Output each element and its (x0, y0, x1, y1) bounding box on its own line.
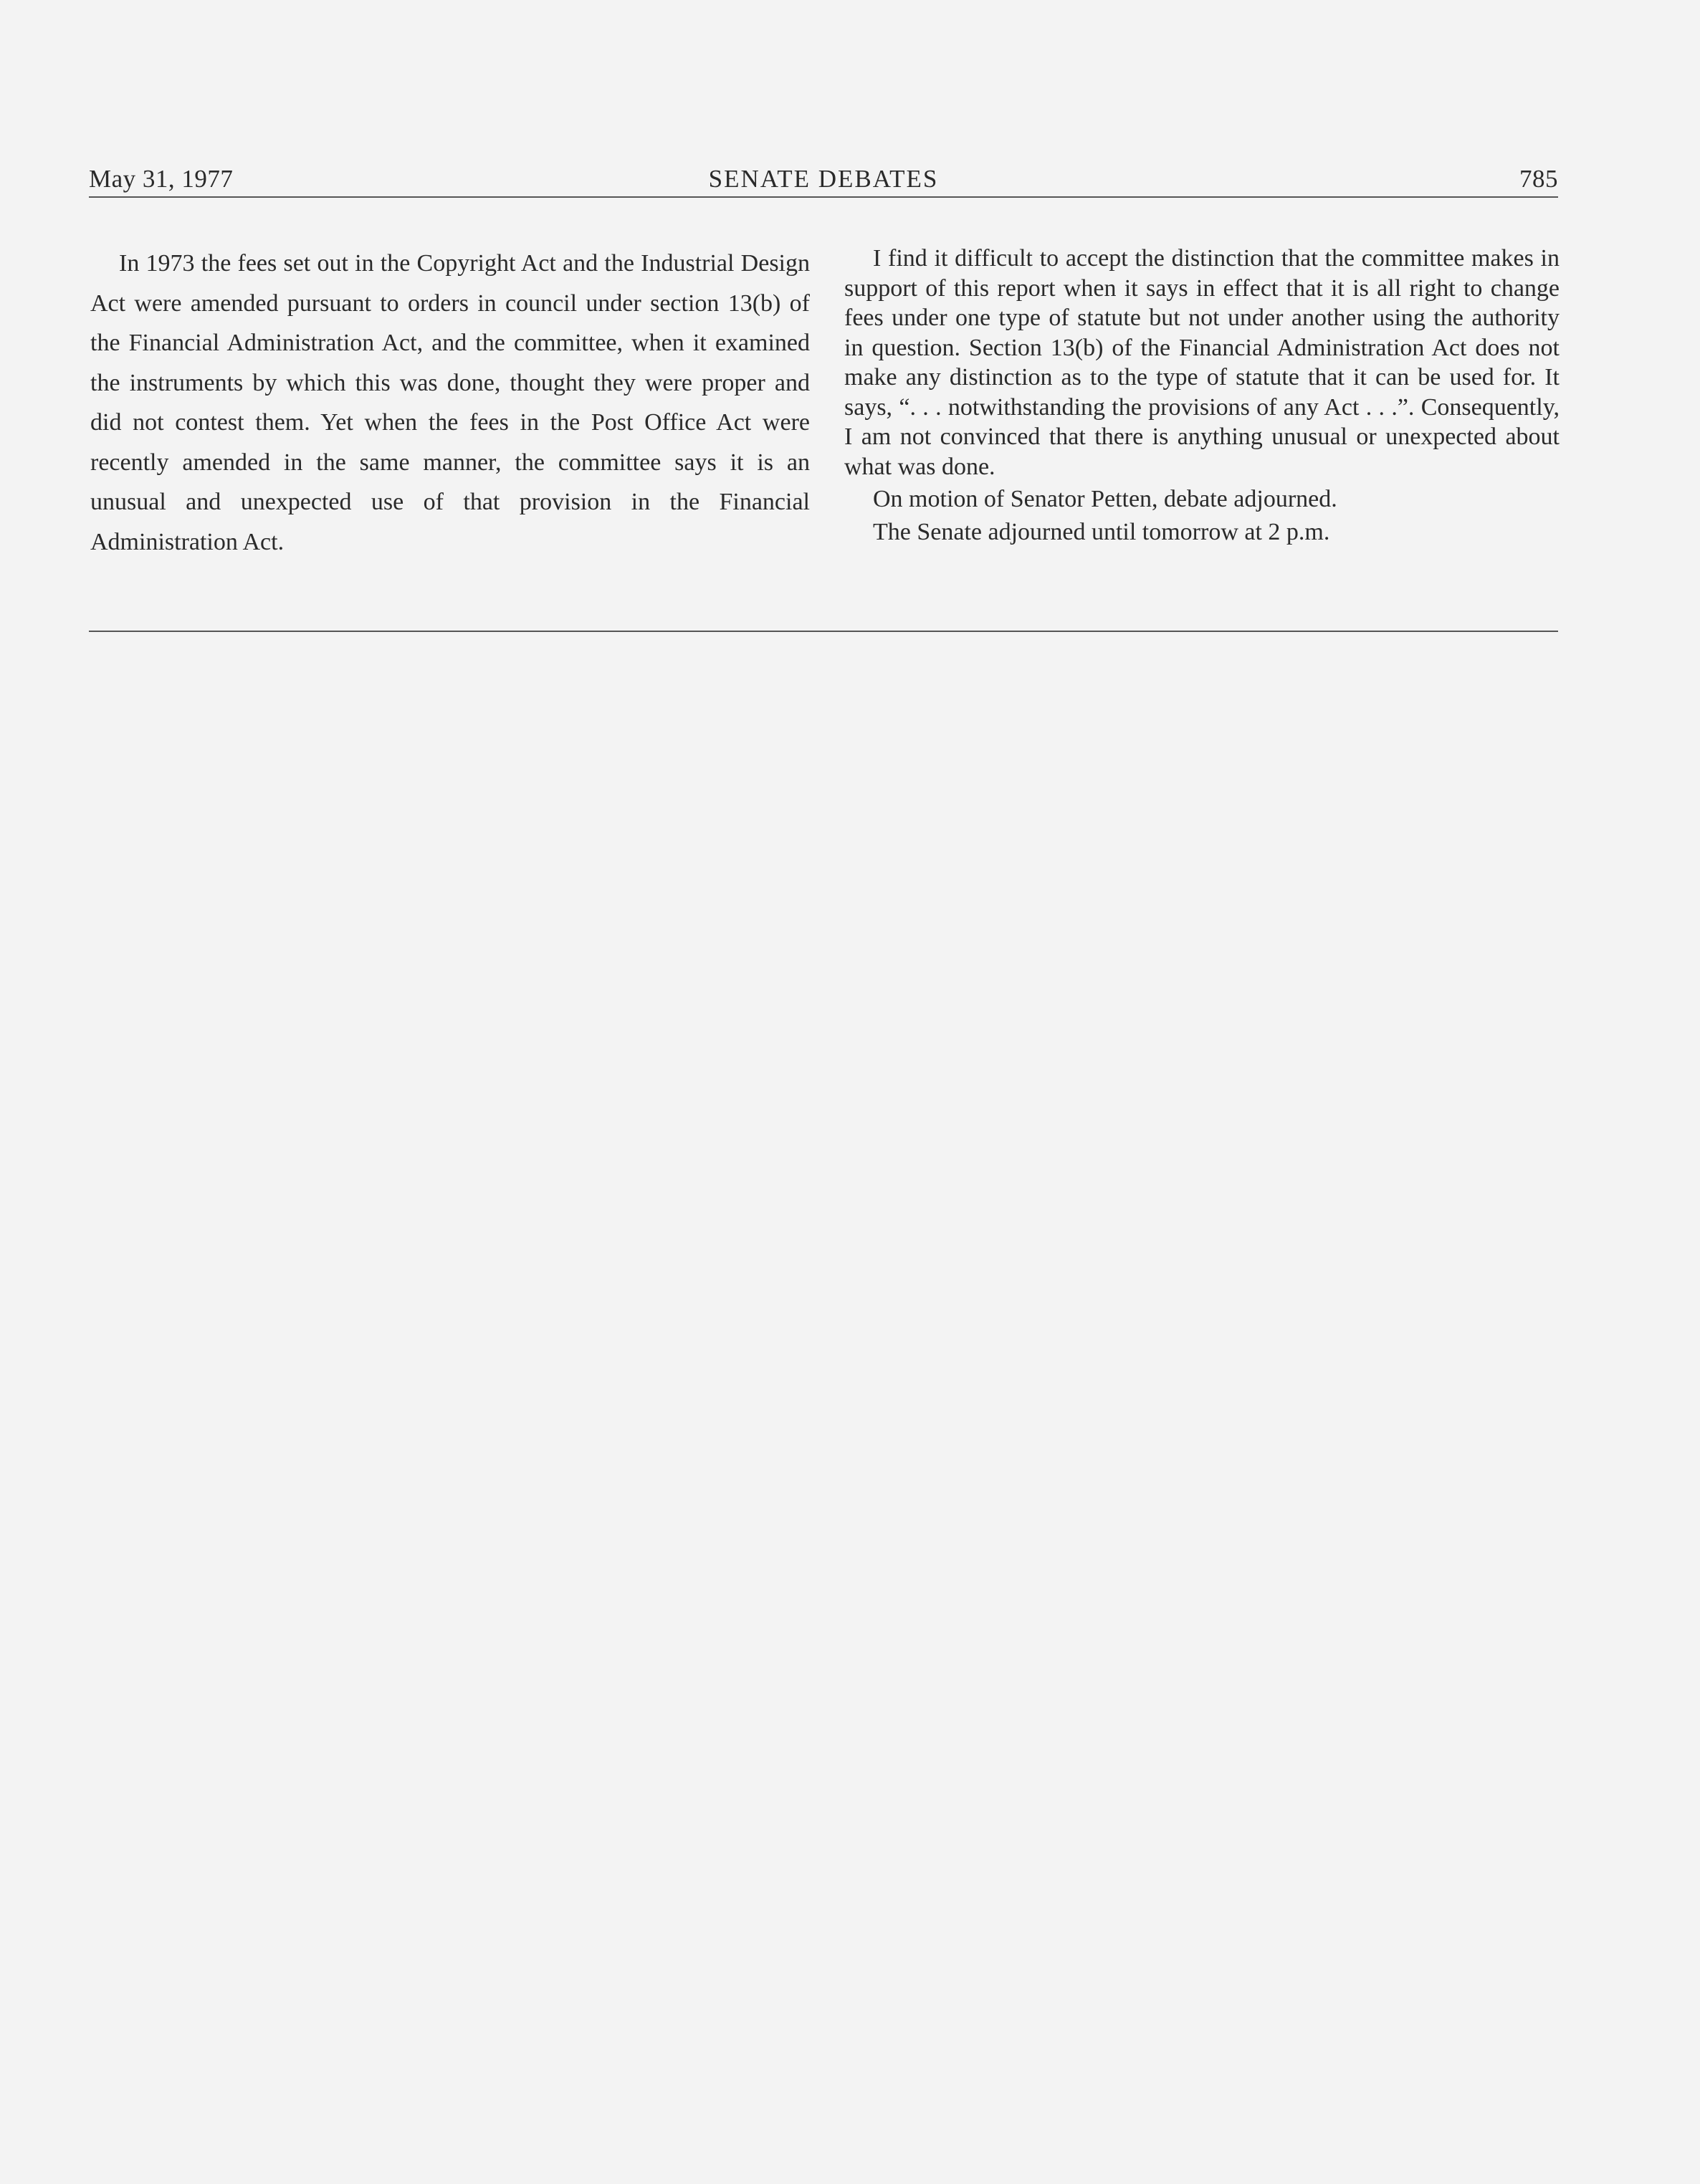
section-divider (89, 631, 1558, 632)
right-column (844, 244, 1560, 547)
right-paragraph-2: On motion of Senator Petten, debate adjourned. (873, 486, 1337, 512)
right-paragraph-3: The Senate adjourned until tomorrow at 2 p.m. (873, 518, 1330, 545)
right-paragraph-1: I find it difficult to accept the distinction that the committee makes in support of this report when it says in effect that it is all right to change fees under one type of statute but not under another using the authority in question. Section 13(b) of the Financial Administration Act does not make any distinction as to the type of statute that it can be used for. It says, “. . . notwithstanding the provisions of any Act . . .”. Consequently, I am not convinced that there is anything unusual or unexpected about what was done. (844, 245, 1560, 480)
header-date: May 31, 1977 (89, 165, 234, 193)
left-column (90, 244, 810, 562)
page-header (89, 159, 1558, 198)
left-paragraph-1: In 1973 the fees set out in the Copyright Act and the Industrial Design Act were amended pursuant to orders in council under section 13(b) of the Financial Administration Act, and the committee, when it examined the instruments by which this was done, thought they were proper and did not contest them. Yet when the fees in the Post Office Act were recently amended in the same manner, the committee says it is an unusual and unexpected use of that provision in the Financial Administration Act. (90, 250, 810, 555)
page-number: 785 (1519, 165, 1558, 193)
header-title: SENATE DEBATES (708, 165, 939, 193)
